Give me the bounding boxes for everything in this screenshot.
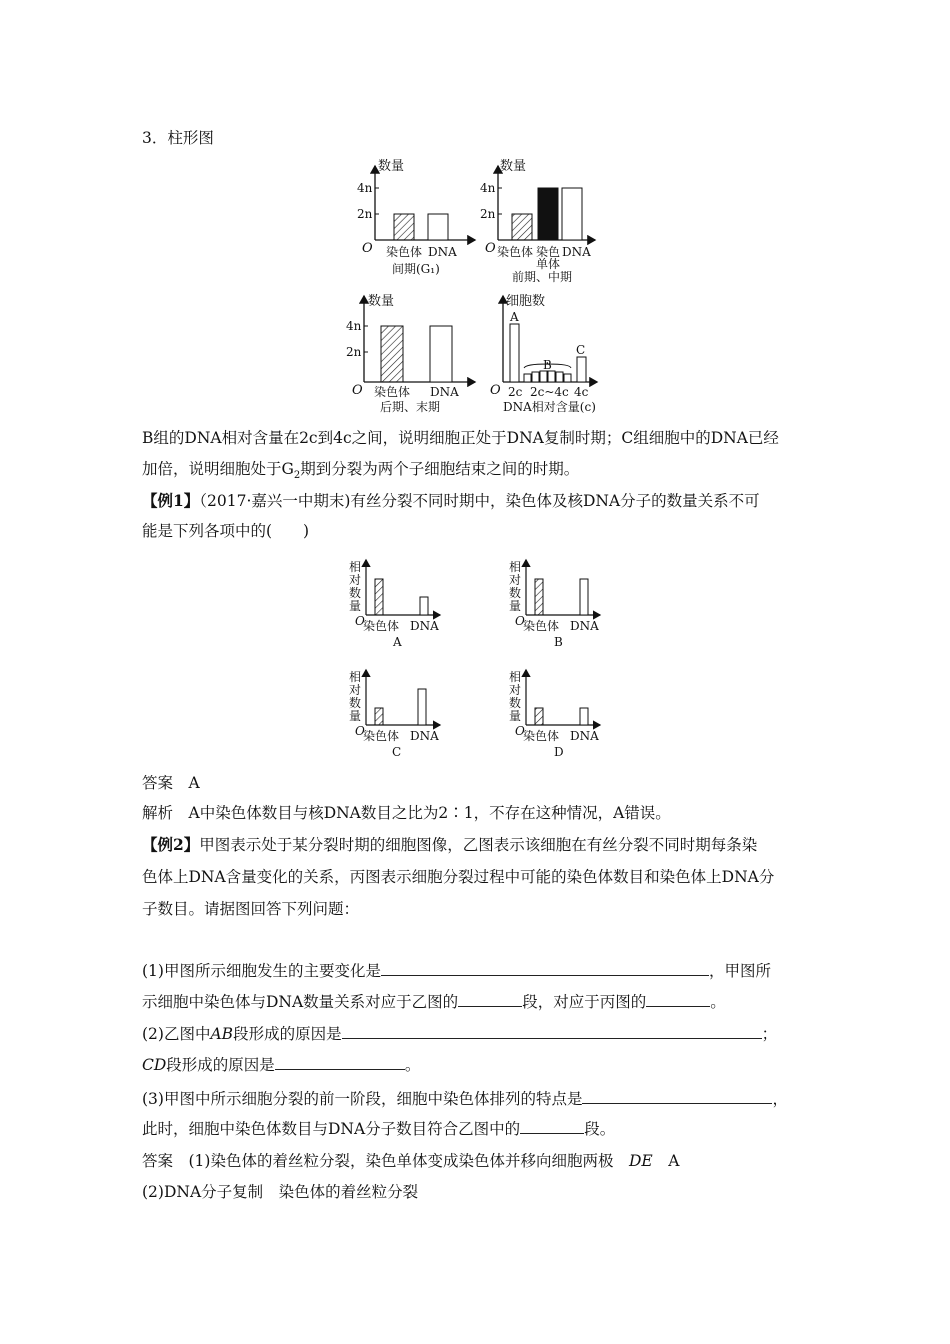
exc-cat2: DNA — [410, 729, 439, 743]
exb-ylabel-3: 数 — [509, 586, 522, 600]
q2d: 段形成的原因是 — [166, 1056, 275, 1074]
exd-ylabel-3: 数 — [509, 696, 522, 710]
exc-bar-dna — [418, 689, 426, 725]
example2-answer-line2: (2)DNA分子复制 染色体的着丝粒分裂 — [142, 1183, 419, 1201]
exb-origin: O — [515, 614, 525, 628]
graph4-x3: 4c — [574, 385, 589, 399]
graph4-y-label: 细胞数 — [506, 294, 546, 309]
question3-line1 — [142, 1089, 788, 1109]
graph3-cat1: 染色体 — [374, 385, 411, 399]
graph1-cat2: DNA — [428, 245, 457, 259]
exd-ylabel-2: 对 — [509, 683, 522, 697]
exa-ylabel-4: 量 — [349, 599, 362, 613]
exd-cat2: DNA — [570, 729, 599, 743]
ans1b: A — [652, 1152, 680, 1170]
graph2-bar-chromosome — [512, 214, 532, 240]
graph4-bar-b5 — [556, 372, 563, 382]
exb-ylabel-4: 量 — [509, 599, 522, 613]
q3a: (3)甲图中所示细胞分裂的前一阶段，细胞中染色体排列的特点是 — [142, 1090, 583, 1108]
graph2-origin: O — [485, 241, 496, 256]
section-title: 3．柱形图 — [142, 129, 214, 147]
exa-ylabel-1: 相 — [349, 560, 362, 574]
graph2-cat2a: 染色 — [536, 245, 561, 259]
graph4-label-a: A — [510, 310, 519, 324]
graph4-bar-a — [510, 324, 519, 382]
question3-line2 — [142, 1119, 615, 1139]
graph3-tick-2n: 2n — [346, 345, 362, 359]
q2-blank-1[interactable] — [342, 1024, 762, 1039]
example-graph-c — [349, 669, 440, 759]
graph1-y-label: 数量 — [378, 159, 405, 174]
graph3-bar-chromosome — [381, 326, 403, 382]
exa-bar-chromosome — [375, 579, 383, 615]
exa-cat2: DNA — [410, 619, 439, 633]
graph1-bar-chromosome — [394, 214, 414, 240]
example1-tag: 【例1】 — [142, 491, 200, 510]
exd-ylabel-1: 相 — [509, 670, 522, 684]
ans1-seg: DE — [628, 1152, 653, 1170]
exb-option: B — [554, 635, 563, 649]
question1-line2 — [142, 992, 726, 1012]
exa-option: A — [393, 635, 402, 649]
q1d: 段，对应于丙图的 — [522, 993, 647, 1011]
example1-analysis: 解析 A中染色体数目与核DNA数目之比为2∶1，不存在这种情况，A错误。 — [142, 804, 671, 822]
p2a: 加倍，说明细胞处于G — [142, 460, 294, 478]
graph1-tick-2n: 2n — [357, 207, 373, 221]
exa-origin: O — [355, 614, 365, 628]
example-graph-d — [509, 669, 600, 759]
q1-blank-2[interactable] — [458, 992, 522, 1007]
graph2-cat1: 染色体 — [497, 245, 534, 259]
example-graph-b — [509, 559, 600, 649]
exc-option: C — [392, 745, 402, 759]
graph4-label-b: B — [543, 358, 552, 372]
q1-blank-3[interactable] — [646, 992, 710, 1007]
exa-ylabel-2: 对 — [349, 573, 362, 587]
ans1a: 答案 (1)染色体的着丝粒分裂，染色单体变成染色体并移向细胞两极 — [142, 1152, 629, 1170]
question1-line1 — [142, 961, 771, 981]
example1-answer: 答案 A — [142, 774, 200, 792]
exd-cat1: 染色体 — [523, 729, 560, 743]
graph-cell-count — [490, 293, 597, 414]
graph1-tick-4n: 4n — [357, 181, 373, 195]
example2-tag: 【例2】 — [142, 835, 200, 854]
graph3-y-label: 数量 — [368, 294, 395, 309]
graph-prophase-metaphase — [480, 158, 595, 284]
question2-line2 — [142, 1055, 420, 1075]
exd-origin: O — [515, 724, 525, 738]
example-graph-a — [349, 559, 440, 649]
graph-anaphase-telophase — [346, 293, 475, 414]
q2e: 。 — [404, 1056, 421, 1074]
q3b: ， — [772, 1090, 788, 1108]
example1-question-line1 — [142, 491, 760, 511]
graph2-tick-2n: 2n — [480, 207, 496, 221]
example1-q1: （2017·嘉兴一中期末)有丝分裂不同时期中，染色体及核DNA分子的数量关系不可 — [199, 492, 760, 510]
graph2-cat2b: 单体 — [536, 257, 561, 271]
q1-blank-1[interactable] — [381, 961, 709, 976]
graph2-bar-dna — [562, 188, 582, 240]
example2-question-line1 — [142, 835, 757, 855]
graph3-caption: 后期、末期 — [380, 400, 441, 414]
example2-q1: 甲图表示处于某分裂时期的细胞图像，乙图表示该细胞在有丝分裂不同时期每条染 — [199, 836, 758, 854]
graph3-cat2: DNA — [430, 385, 459, 399]
graph4-origin: O — [490, 383, 501, 398]
exc-ylabel-2: 对 — [349, 683, 362, 697]
graph4-bar-b2 — [532, 372, 539, 382]
question2-line1 — [142, 1024, 777, 1044]
q2-seg: AB — [210, 1025, 234, 1043]
exa-ylabel-3: 数 — [349, 586, 362, 600]
graph1-bar-dna — [428, 214, 448, 240]
exb-cat2: DNA — [570, 619, 599, 633]
q1e: 。 — [710, 993, 726, 1011]
q3-blank-2[interactable] — [520, 1119, 584, 1134]
graph4-bar-c — [577, 357, 586, 382]
q1a: (1)甲图所示细胞发生的主要变化是 — [142, 962, 381, 980]
example2-answer-line1 — [142, 1151, 679, 1171]
q1c: 示细胞中染色体与DNA数量关系对应于乙图的 — [142, 993, 459, 1011]
exb-cat1: 染色体 — [523, 619, 560, 633]
exb-ylabel-2: 对 — [509, 573, 522, 587]
exd-ylabel-4: 量 — [509, 709, 522, 723]
graph4-bar-b6 — [564, 374, 571, 382]
exb-ylabel-1: 相 — [509, 560, 522, 574]
graph4-x2: 2c~4c — [530, 385, 569, 399]
graph3-origin: O — [352, 383, 363, 398]
p2sub: 2 — [293, 470, 301, 482]
graph3-tick-4n: 4n — [346, 319, 362, 333]
graph2-cat3: DNA — [562, 245, 591, 259]
p2b: 期到分裂为两个子细胞结束之间的时期。 — [300, 460, 580, 478]
exc-origin: O — [355, 724, 365, 738]
exc-cat1: 染色体 — [363, 729, 400, 743]
graph1-caption: 间期(G₁) — [392, 262, 440, 276]
graph4-bar-b3 — [540, 371, 547, 382]
exc-bar-chromosome — [375, 708, 383, 725]
example1-question-line2: 能是下列各项中的( ) — [142, 522, 310, 540]
q3-blank-1[interactable] — [582, 1089, 772, 1104]
example2-question-line3: 子数目。请据图回答下列问题： — [142, 900, 360, 918]
graph4-label-c: C — [576, 343, 586, 357]
q2c: ； — [761, 1025, 778, 1043]
graph2-y-label: 数量 — [500, 159, 527, 174]
exd-bar-chromosome — [535, 708, 543, 725]
graph2-tick-4n: 4n — [480, 181, 496, 195]
exb-bar-chromosome — [535, 579, 543, 615]
para-c-group — [142, 459, 579, 486]
graph4-caption: DNA相对含量(c) — [503, 400, 596, 414]
graph4-bar-b4 — [548, 371, 555, 382]
graph2-bar-chromatid — [538, 188, 558, 240]
graph1-cat1: 染色体 — [386, 245, 423, 259]
graph3-bar-dna — [430, 326, 452, 382]
q3d: 段。 — [584, 1120, 616, 1138]
q2a: (2)乙图中 — [142, 1025, 211, 1043]
exc-ylabel-4: 量 — [349, 709, 362, 723]
q2d-seg: CD — [142, 1056, 167, 1074]
exc-ylabel-1: 相 — [349, 670, 362, 684]
exc-ylabel-3: 数 — [349, 696, 362, 710]
graph4-bar-b1 — [524, 374, 531, 382]
example2-question-line2: 色体上DNA含量变化的关系，丙图表示细胞分裂过程中可能的染色体数目和染色体上DNA分 — [142, 868, 775, 886]
exa-cat1: 染色体 — [363, 619, 400, 633]
graph1-origin: O — [362, 241, 373, 256]
q2-blank-2[interactable] — [275, 1055, 405, 1070]
para-b-group: B组的DNA相对含量在2c到4c之间，说明细胞正处于DNA复制时期；C组细胞中的DNA已经 — [142, 429, 779, 447]
q3c: 此时，细胞中染色体数目与DNA分子数目符合乙图中的 — [142, 1120, 521, 1138]
graph-interphase — [357, 158, 475, 276]
q1b: ，甲图所 — [708, 962, 771, 980]
graph2-caption: 前期、中期 — [512, 270, 573, 284]
exd-option: D — [554, 745, 564, 759]
graph4-x1: 2c — [508, 385, 523, 399]
exa-bar-dna — [420, 597, 428, 615]
q2b: 段形成的原因是 — [233, 1025, 342, 1043]
exb-bar-dna — [580, 579, 588, 615]
exd-bar-dna — [580, 708, 588, 725]
